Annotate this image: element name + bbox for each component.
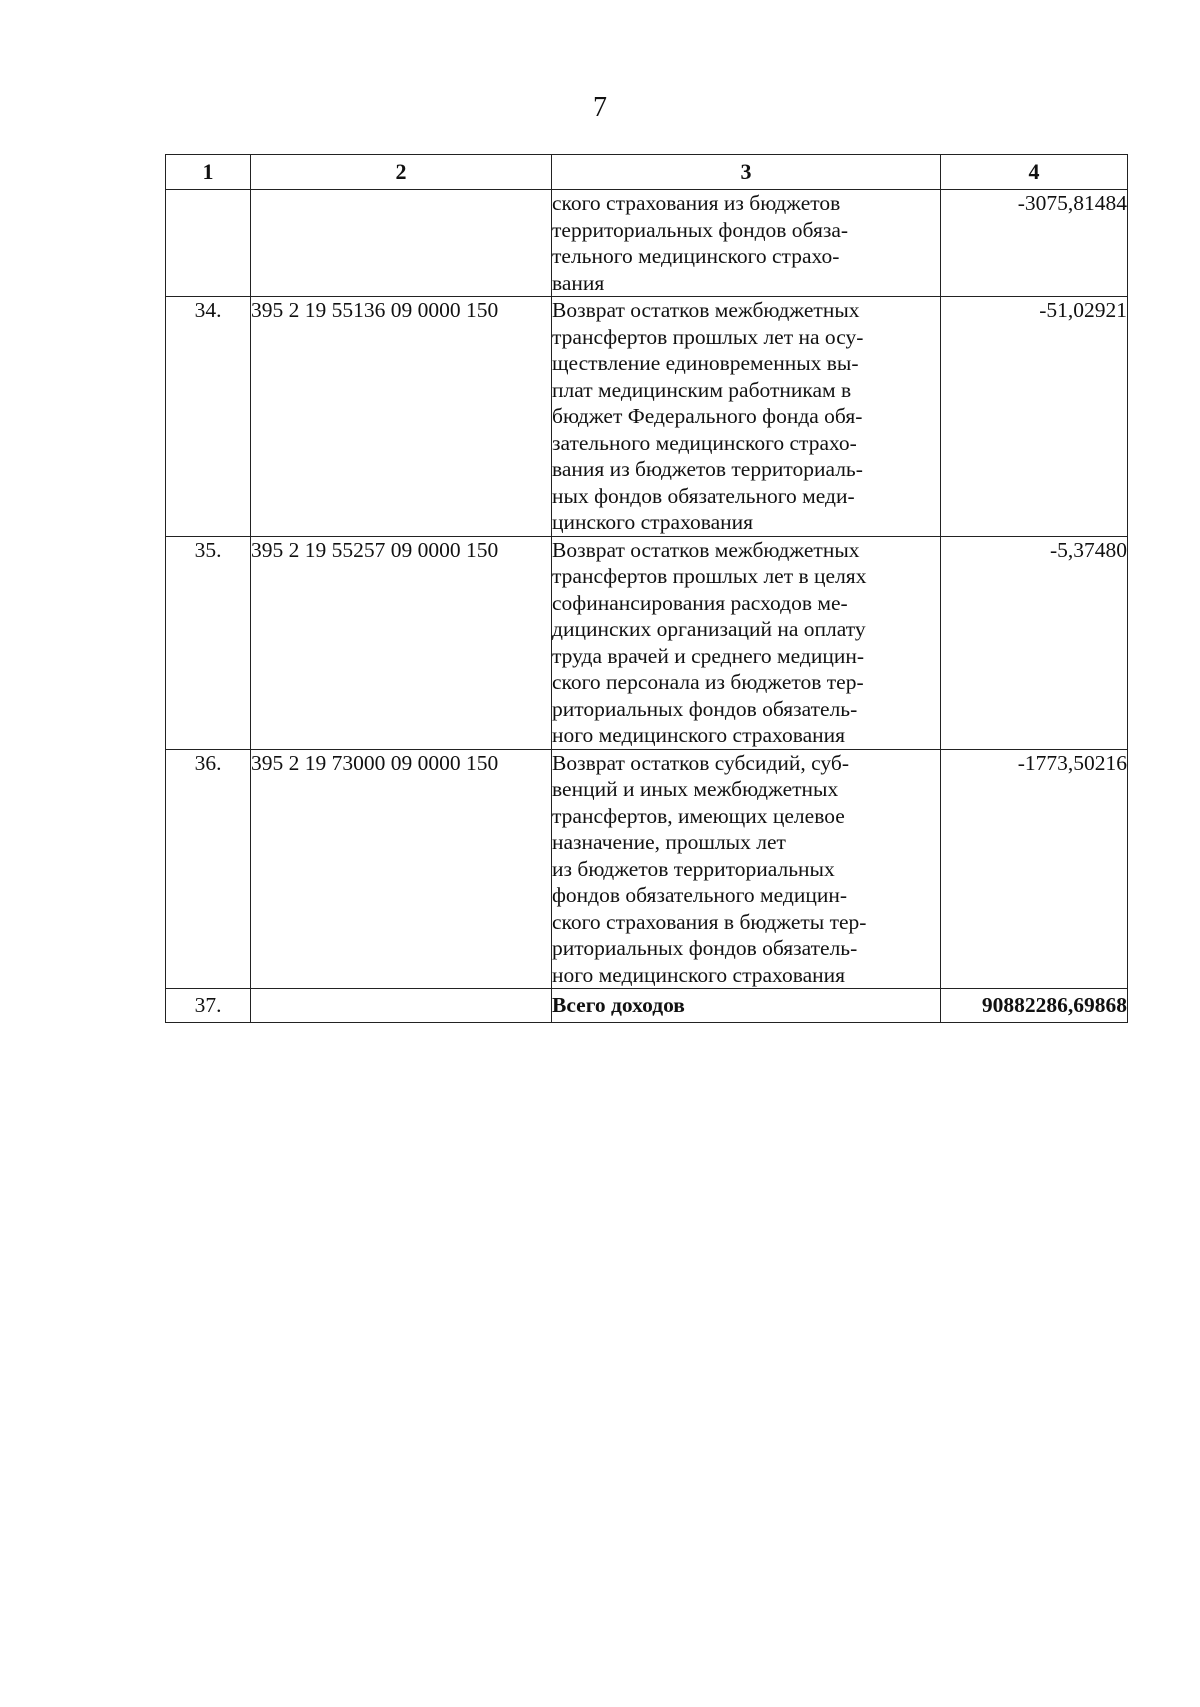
budget-code — [251, 989, 552, 1023]
revenue-name-line: ского персонала из бюджетов тер- — [552, 670, 864, 694]
revenue-name-line: дицинских организаций на оплату — [552, 617, 866, 641]
revenue-name-line: тельного медицинского страхо- — [552, 244, 840, 268]
table-row — [166, 297, 1128, 537]
revenue-name-line: риториальных фондов обязатель- — [552, 936, 858, 960]
table-row — [166, 536, 1128, 749]
row-number — [166, 190, 251, 297]
budget-code: 395 2 19 73000 09 0000 150 — [251, 749, 552, 989]
revenue-name-line: труда врачей и среднего медицин- — [552, 643, 865, 668]
header-row — [166, 155, 1128, 190]
revenue-table — [165, 154, 1128, 1023]
revenue-name-line: ного медицинского страхования — [552, 962, 846, 987]
revenue-name-line: вания из бюджетов территориаль- — [552, 457, 863, 481]
budget-code: 395 2 19 55257 09 0000 150 — [251, 536, 552, 749]
revenue-name-line: назначение, прошлых лет — [552, 830, 786, 854]
column-header-3: 3 — [552, 155, 941, 190]
budget-code — [251, 190, 552, 297]
revenue-name-line: территориальных фондов обяза- — [552, 217, 849, 242]
revenue-name-line: ского страхования из бюджетов — [552, 191, 841, 215]
revenue-name — [552, 190, 941, 297]
revenue-name-line: риториальных фондов обязатель- — [552, 696, 858, 721]
column-header-2: 2 — [251, 155, 552, 190]
revenue-name-line: плат медицинским работникам в — [552, 377, 852, 402]
revenue-name-line: софинансирования расходов ме- — [552, 590, 848, 615]
revenue-name-line: Возврат остатков межбюджетных — [552, 298, 860, 322]
table-body — [166, 190, 1128, 1023]
row-number: 37. — [166, 989, 251, 1023]
amount: -51,02921 — [941, 297, 1128, 537]
page-number: 7 — [593, 92, 607, 123]
revenue-name-line: ского страхования в бюджеты тер- — [552, 909, 867, 934]
row-number: 36. — [166, 749, 251, 989]
revenue-name-line: из бюджетов территориальных — [552, 856, 835, 881]
budget-code: 395 2 19 55136 09 0000 150 — [251, 297, 552, 537]
revenue-name-line: венций и иных межбюджетных — [552, 777, 839, 801]
table-row — [166, 190, 1128, 297]
revenue-name-line: ных фондов обязательного меди- — [552, 483, 855, 508]
amount: -3075,81484 — [941, 190, 1128, 297]
revenue-name-line: трансфертов прошлых лет в целях — [552, 564, 867, 588]
revenue-name-line: вания — [552, 270, 605, 295]
row-number: 34. — [166, 297, 251, 537]
revenue-name-line: Возврат остатков субсидий, суб- — [552, 750, 849, 775]
total-label: Всего доходов — [552, 989, 941, 1023]
column-header-1: 1 — [166, 155, 251, 190]
revenue-name-line: трансфертов прошлых лет на осу- — [552, 324, 864, 349]
revenue-name — [552, 297, 941, 537]
revenue-name — [552, 536, 941, 749]
revenue-name-line: ществление единовременных вы- — [552, 351, 859, 375]
revenue-name-line: трансфертов, имеющих целевое — [552, 803, 845, 828]
revenue-name-line: Возврат остатков межбюджетных — [552, 537, 860, 562]
revenue-name — [552, 749, 941, 989]
revenue-name-line: цинского страхования — [552, 510, 754, 534]
revenue-name-line: зательного медицинского страхо- — [552, 430, 857, 455]
row-number: 35. — [166, 536, 251, 749]
revenue-name-line: ного медицинского страхования — [552, 723, 846, 747]
amount: -5,37480 — [941, 536, 1128, 749]
table-row — [166, 749, 1128, 989]
revenue-name-line: фондов обязательного медицин- — [552, 883, 848, 907]
column-header-4: 4 — [941, 155, 1128, 190]
total-amount: 90882286,69868 — [941, 989, 1128, 1023]
total-row — [166, 989, 1128, 1023]
revenue-name-line: бюджет Федерального фонда обя- — [552, 404, 863, 428]
amount: -1773,50216 — [941, 749, 1128, 989]
